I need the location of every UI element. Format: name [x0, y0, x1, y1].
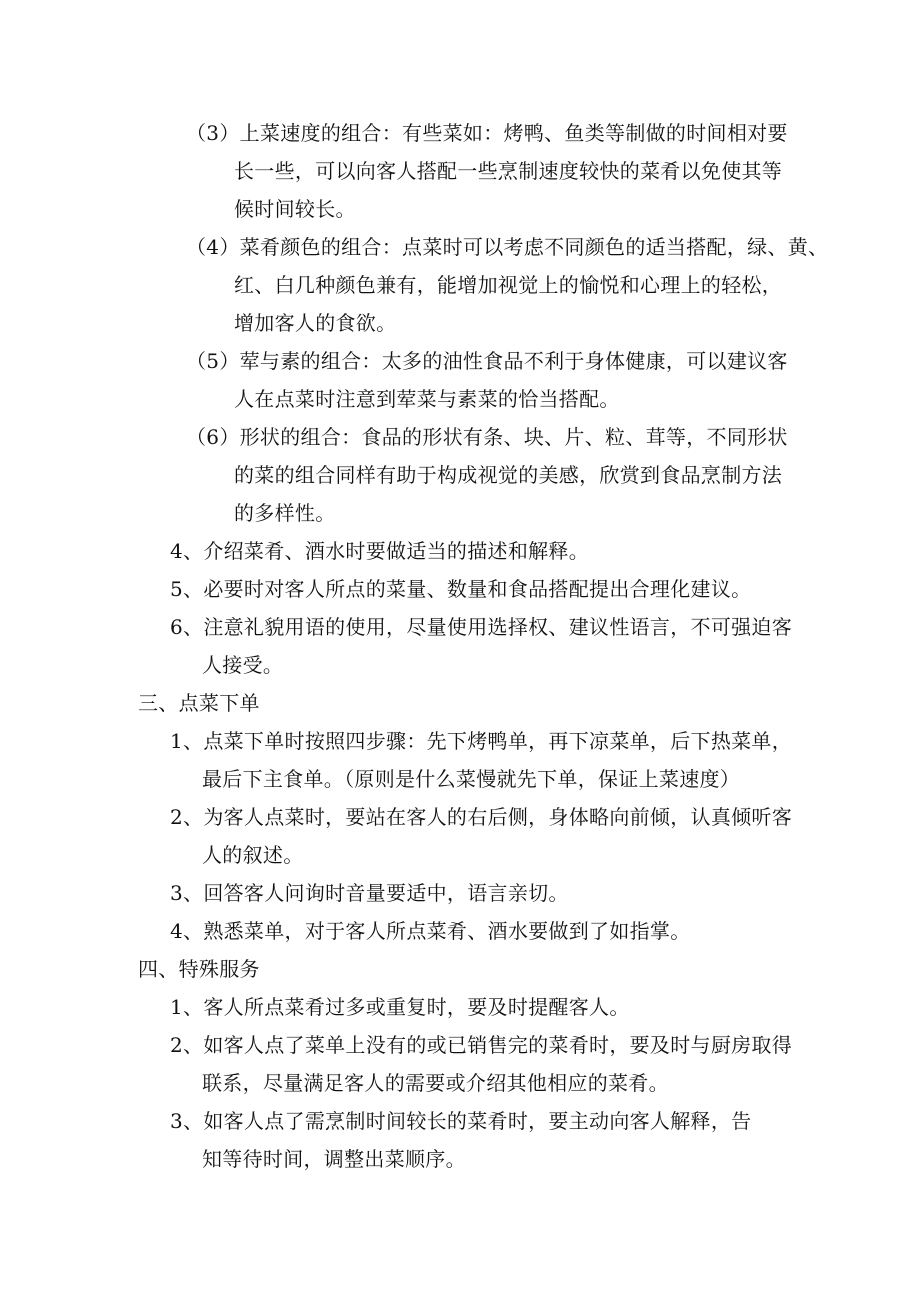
text-line-sub6-1: （6）形状的组合：食品的形状有条、块、片、粒、茸等，不同形状: [186, 425, 788, 449]
text-line-s3-item3: 3、回答客人问询时音量要适中，语言亲切。: [170, 881, 569, 905]
text-line-sub4-3: 增加客人的食欲。: [234, 311, 397, 335]
text-line-sub4-2: 红、白几种颜色兼有，能增加视觉上的愉悦和心理上的轻松，: [234, 273, 783, 297]
text-line-s4-item2-1: 2、如客人点了菜单上没有的或已销售完的菜肴时，要及时与厨房取得: [170, 1033, 793, 1057]
text-line-item4: 4、介绍菜肴、酒水时要做适当的描述和解释。: [170, 539, 590, 563]
text-line-sub3-3: 候时间较长。: [234, 197, 356, 221]
text-line-sub3-1: （3）上菜速度的组合：有些菜如：烤鸭、鱼类等制做的时间相对要: [186, 121, 788, 145]
text-line-s3-item1-1: 1、点菜下单时按照四步骤：先下烤鸭单，再下凉菜单，后下热菜单，: [170, 729, 793, 753]
text-line-sub4-1: （4）菜肴颜色的组合：点菜时可以考虑不同颜色的适当搭配，绿、黄、: [186, 235, 829, 259]
section-heading-4: 四、特殊服务: [138, 957, 260, 981]
text-line-s3-item1-2: 最后下主食单。（原则是什么菜慢就先下单，保证上菜速度）: [202, 767, 741, 791]
text-line-sub3-2: 长一些，可以向客人搭配一些烹制速度较快的菜肴以免使其等: [234, 159, 783, 183]
text-line-item6-1: 6、注意礼貌用语的使用，尽量使用选择权、建议性语言，不可强迫客: [170, 615, 793, 639]
text-line-s4-item3-1: 3、如客人点了需烹制时间较长的菜肴时，要主动向客人解释，告: [170, 1109, 752, 1133]
text-line-sub6-2: 的菜的组合同样有助于构成视觉的美感，欣赏到食品烹制方法: [234, 463, 783, 487]
text-line-item6-2: 人接受。: [202, 653, 284, 677]
text-line-s3-item4: 4、熟悉菜单，对于客人所点菜肴、酒水要做到了如指掌。: [170, 919, 691, 943]
text-line-s3-item2-1: 2、为客人点菜时，要站在客人的右后侧，身体略向前倾，认真倾听客: [170, 805, 793, 829]
text-line-s4-item2-2: 联系，尽量满足客人的需要或介绍其他相应的菜肴。: [202, 1071, 669, 1095]
text-line-sub6-3: 的多样性。: [234, 501, 336, 525]
text-line-s4-item3-2: 知等待时间，调整出菜顺序。: [202, 1147, 466, 1171]
section-heading-3: 三、点菜下单: [138, 691, 260, 715]
text-line-sub5-1: （5）荤与素的组合：太多的油性食品不利于身体健康，可以建议客: [186, 349, 788, 373]
text-line-s3-item2-2: 人的叙述。: [202, 843, 304, 867]
text-line-s4-item1: 1、客人所点菜肴过多或重复时，要及时提醒客人。: [170, 995, 630, 1019]
text-line-item5: 5、必要时对客人所点的菜量、数量和食品搭配提出合理化建议。: [170, 577, 752, 601]
text-line-sub5-2: 人在点菜时注意到荤菜与素菜的恰当搭配。: [234, 387, 620, 411]
